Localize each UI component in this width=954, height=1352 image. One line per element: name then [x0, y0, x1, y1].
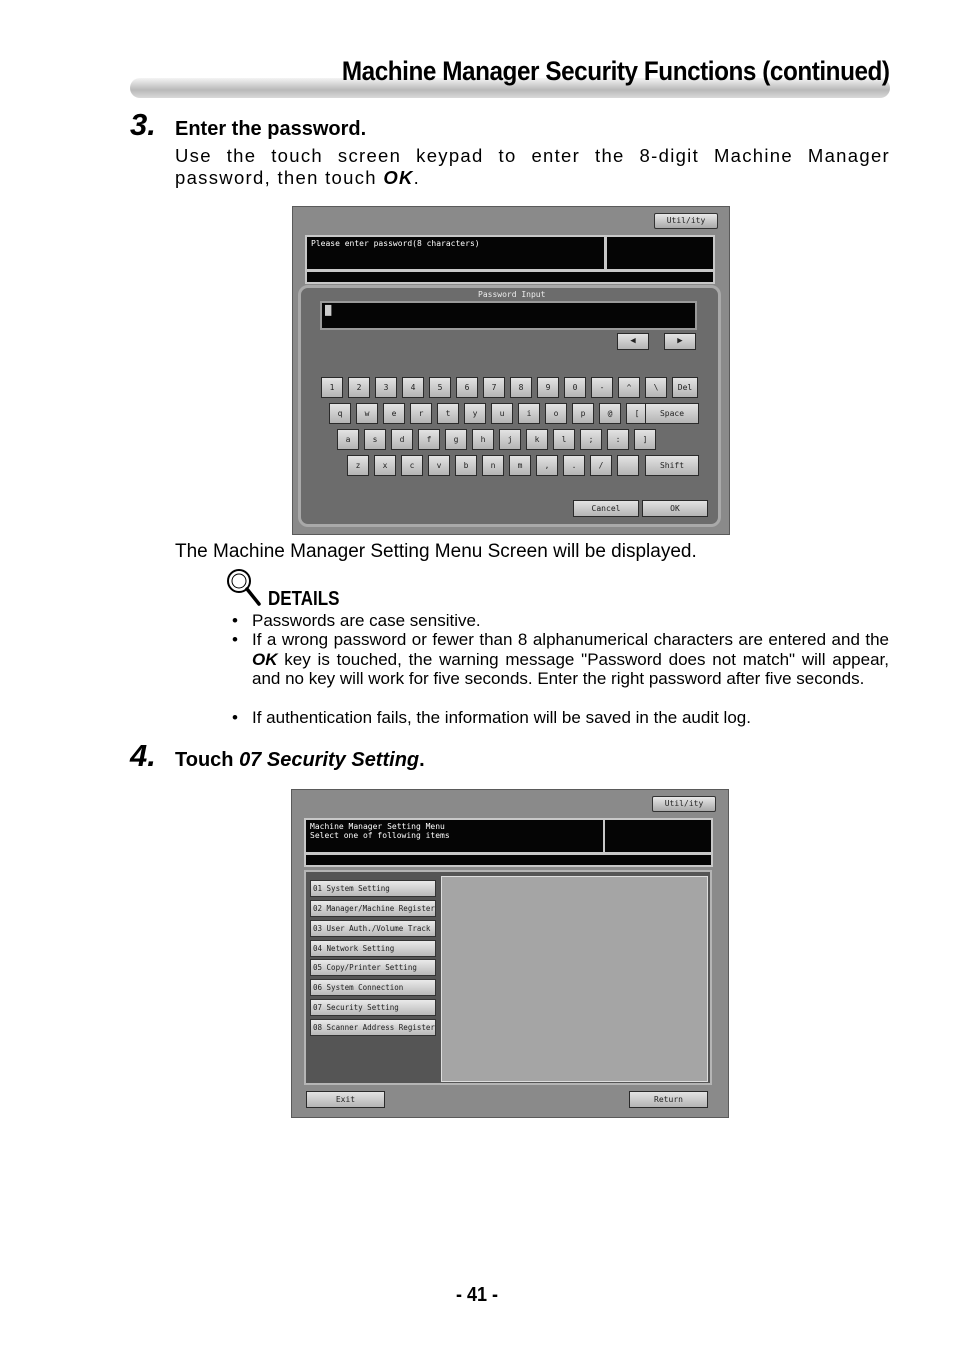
cursor-left-button[interactable]: ◀: [617, 333, 649, 350]
message-area: Please enter password(8 characters): [305, 235, 606, 271]
details-bullet-3: If authentication fails, the information will be saved in the audit log.: [252, 708, 751, 727]
page-number: - 41 -: [455, 1284, 499, 1306]
key[interactable]: 3: [375, 377, 397, 398]
key[interactable]: r: [410, 403, 432, 424]
step-4-title: Touch 07 Security Setting.: [175, 749, 425, 771]
key[interactable]: 7: [483, 377, 505, 398]
step-3-title: Enter the password.: [175, 118, 367, 140]
menu-item-scanner-address-register[interactable]: 08 Scanner Address Register: [310, 1019, 436, 1036]
dialog-title: Password Input: [478, 290, 546, 299]
key[interactable]: q: [329, 403, 351, 424]
key[interactable]: c: [401, 455, 423, 476]
key[interactable]: g: [445, 429, 467, 450]
bullet-icon: •: [232, 708, 238, 727]
key[interactable]: s: [364, 429, 386, 450]
key[interactable]: e: [383, 403, 405, 424]
key[interactable]: 6: [456, 377, 478, 398]
cursor-right-button[interactable]: ▶: [664, 333, 696, 350]
password-input[interactable]: █: [320, 301, 697, 330]
menu-item-manager-machine-register[interactable]: 02 Manager/Machine Register: [310, 900, 436, 917]
key[interactable]: 5: [429, 377, 451, 398]
key[interactable]: n: [482, 455, 504, 476]
info-strip: [304, 853, 713, 867]
status-area: [603, 818, 713, 854]
shift-key[interactable]: Shift: [645, 455, 699, 476]
step-3-body: Use the touch screen keypad to enter the 8-digit Machine Manager password, then touch OK.: [175, 145, 890, 188]
key[interactable]: 0: [564, 377, 586, 398]
key[interactable]: @: [599, 403, 621, 424]
key[interactable]: u: [491, 403, 513, 424]
return-button[interactable]: Return: [629, 1091, 708, 1108]
key[interactable]: k: [526, 429, 548, 450]
key[interactable]: t: [437, 403, 459, 424]
key[interactable]: x: [374, 455, 396, 476]
message-area: Machine Manager Setting Menu Select one of following items: [304, 818, 605, 854]
space-key[interactable]: Space: [645, 403, 699, 424]
details-bullet-1: Passwords are case sensitive.: [252, 611, 481, 630]
step-4-number: 4.: [130, 738, 156, 773]
status-area: [605, 235, 715, 271]
key[interactable]: 8: [510, 377, 532, 398]
key[interactable]: /: [590, 455, 612, 476]
utility-button[interactable]: Util/ity: [652, 796, 716, 812]
menu-item-user-auth-volume-track[interactable]: 03 User Auth./Volume Track: [310, 920, 436, 937]
key[interactable]: 2: [348, 377, 370, 398]
key[interactable]: [617, 455, 639, 476]
menu-item-system-setting[interactable]: 01 System Setting: [310, 880, 436, 897]
key[interactable]: v: [428, 455, 450, 476]
key[interactable]: 1: [321, 377, 343, 398]
magnifier-icon: [224, 567, 262, 607]
details-heading: DETAILS: [268, 588, 340, 610]
key[interactable]: ;: [580, 429, 602, 450]
key[interactable]: p: [572, 403, 594, 424]
key[interactable]: i: [518, 403, 540, 424]
menu-item-copy-printer-setting[interactable]: 05 Copy/Printer Setting: [310, 959, 436, 976]
key[interactable]: f: [418, 429, 440, 450]
ok-button[interactable]: OK: [642, 500, 708, 517]
utility-button[interactable]: Util/ity: [654, 213, 718, 229]
menu-detail-area: [441, 876, 708, 1082]
key[interactable]: \: [645, 377, 667, 398]
key[interactable]: :: [607, 429, 629, 450]
info-strip: [305, 270, 715, 284]
key[interactable]: b: [455, 455, 477, 476]
key[interactable]: .: [563, 455, 585, 476]
key[interactable]: z: [347, 455, 369, 476]
exit-button[interactable]: Exit: [306, 1091, 385, 1108]
key[interactable]: ,: [536, 455, 558, 476]
key[interactable]: ]: [634, 429, 656, 450]
key[interactable]: o: [545, 403, 567, 424]
bullet-icon: •: [232, 611, 238, 630]
cancel-button[interactable]: Cancel: [573, 500, 639, 517]
key[interactable]: y: [464, 403, 486, 424]
menu-item-system-connection[interactable]: 06 System Connection: [310, 979, 436, 996]
key[interactable]: [: [626, 403, 648, 424]
key[interactable]: j: [499, 429, 521, 450]
delete-key[interactable]: Del: [672, 377, 698, 398]
key[interactable]: m: [509, 455, 531, 476]
result-text: The Machine Manager Setting Menu Screen will be displayed.: [175, 541, 697, 562]
key[interactable]: 9: [537, 377, 559, 398]
key[interactable]: w: [356, 403, 378, 424]
key[interactable]: a: [337, 429, 359, 450]
details-bullet-2: If a wrong password or fewer than 8 alphanumerical characters are entered and the OK key is touched, the warning message "Password does not match" will appear, and no key will work for five seconds. Enter the right password after five seconds.: [252, 630, 889, 688]
key[interactable]: l: [553, 429, 575, 450]
key[interactable]: h: [472, 429, 494, 450]
page-title: Machine Manager Security Functions (continued): [342, 56, 890, 86]
menu-item-security-setting[interactable]: 07 Security Setting: [310, 999, 436, 1016]
bullet-icon: •: [232, 630, 238, 649]
key[interactable]: d: [391, 429, 413, 450]
menu-item-network-setting[interactable]: 04 Network Setting: [310, 940, 436, 957]
key[interactable]: 4: [402, 377, 424, 398]
step-3-number: 3.: [130, 107, 156, 142]
key[interactable]: -: [591, 377, 613, 398]
key[interactable]: ^: [618, 377, 640, 398]
